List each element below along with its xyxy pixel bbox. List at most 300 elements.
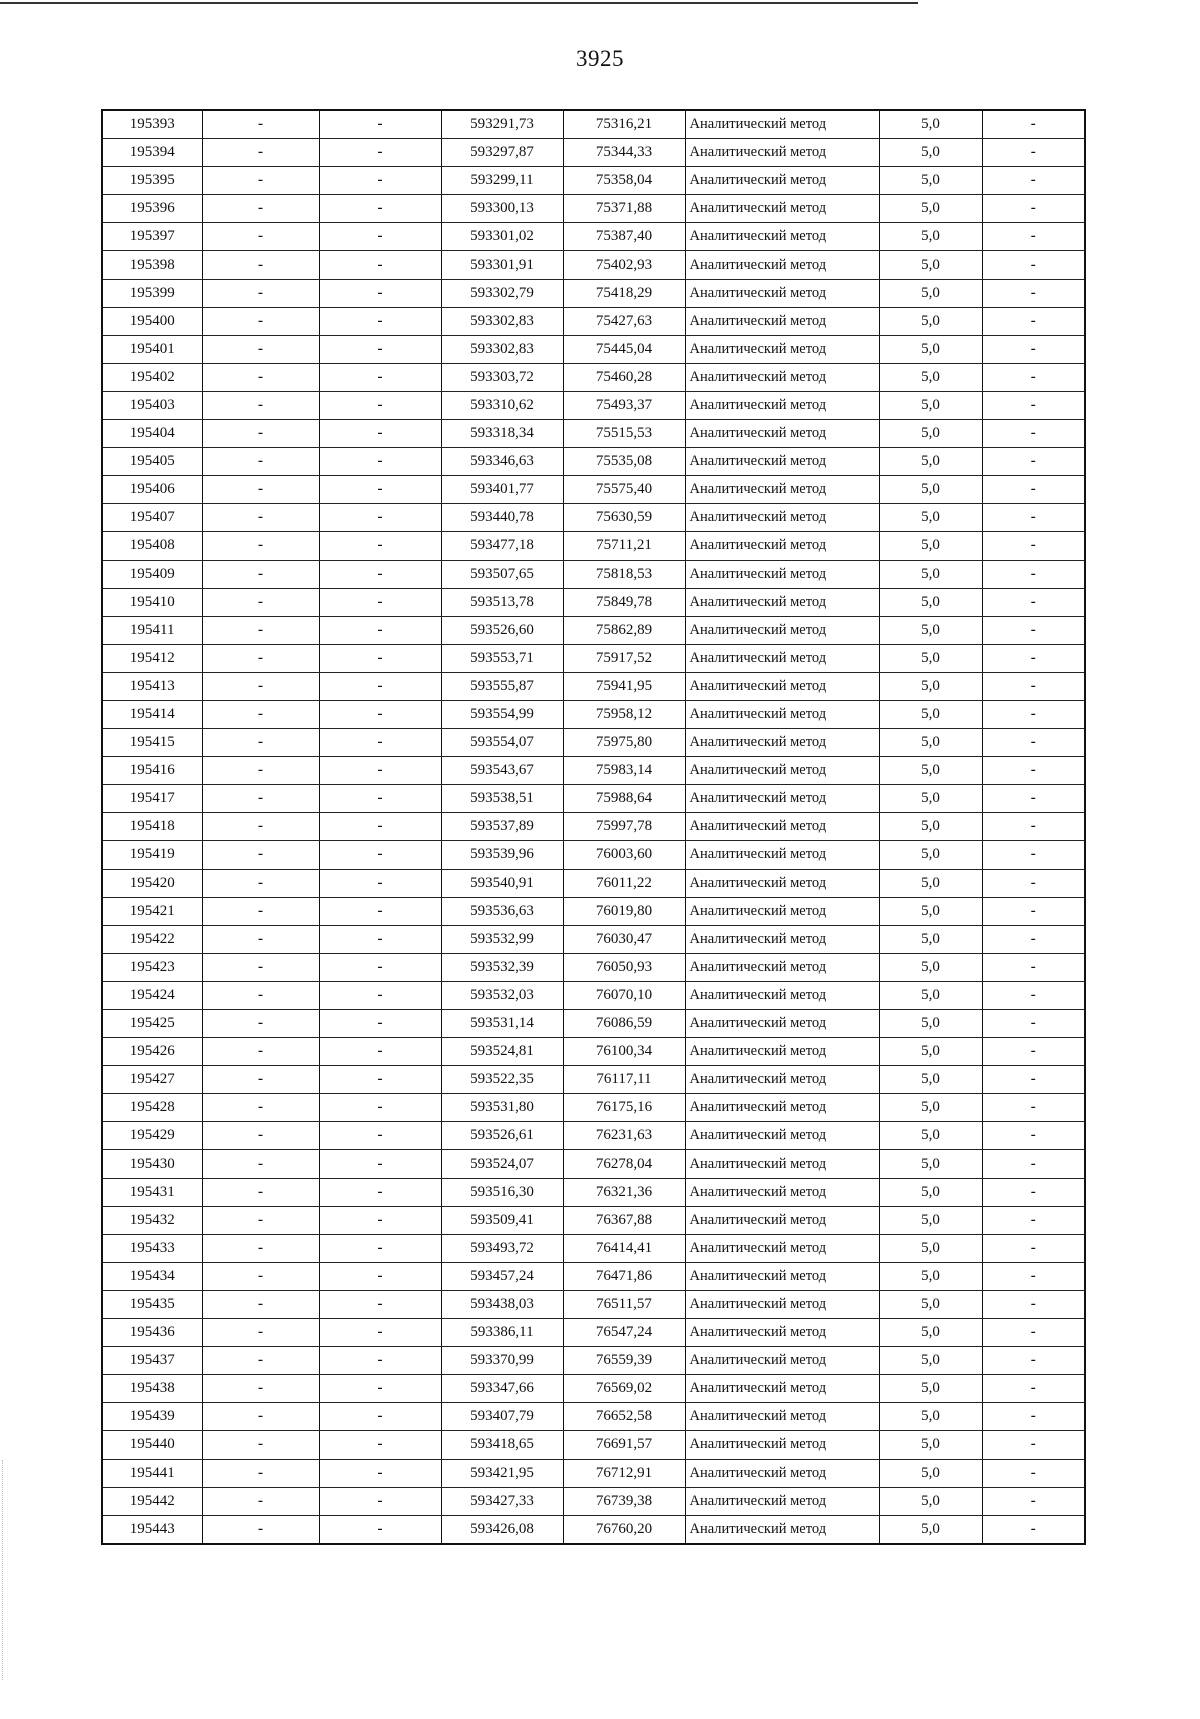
cell-dash: -: [319, 729, 441, 757]
cell-point-number: 195437: [102, 1347, 202, 1375]
cell-coordinate-x: 593457,24: [441, 1262, 563, 1290]
cell-coordinate-x: 593536,63: [441, 897, 563, 925]
cell-dash: -: [982, 1459, 1085, 1487]
cell-coordinate-y: 76760,20: [563, 1515, 685, 1544]
cell-coordinate-x: 593291,73: [441, 110, 563, 139]
cell-point-number: 195410: [102, 588, 202, 616]
cell-coordinate-y: 75418,29: [563, 279, 685, 307]
cell-dash: -: [202, 700, 319, 728]
cell-coordinate-y: 76321,36: [563, 1178, 685, 1206]
cell-accuracy: 5,0: [879, 672, 982, 700]
table-row: [102, 841, 1085, 869]
cell-method: Аналитический метод: [685, 1234, 879, 1262]
cell-coordinate-y: 75941,95: [563, 672, 685, 700]
cell-dash: -: [982, 981, 1085, 1009]
cell-coordinate-x: 593401,77: [441, 476, 563, 504]
cell-coordinate-x: 593418,65: [441, 1431, 563, 1459]
cell-dash: -: [982, 1375, 1085, 1403]
cell-point-number: 195404: [102, 420, 202, 448]
cell-point-number: 195438: [102, 1375, 202, 1403]
cell-dash: -: [982, 335, 1085, 363]
cell-point-number: 195401: [102, 335, 202, 363]
table-row: [102, 1262, 1085, 1290]
cell-accuracy: 5,0: [879, 1487, 982, 1515]
cell-dash: -: [202, 897, 319, 925]
cell-coordinate-y: 76019,80: [563, 897, 685, 925]
cell-coordinate-y: 75460,28: [563, 363, 685, 391]
cell-coordinate-y: 76278,04: [563, 1150, 685, 1178]
cell-accuracy: 5,0: [879, 841, 982, 869]
cell-coordinate-y: 75711,21: [563, 532, 685, 560]
cell-method: Аналитический метод: [685, 672, 879, 700]
cell-coordinate-x: 593386,11: [441, 1319, 563, 1347]
table-row: [102, 616, 1085, 644]
table-row: [102, 757, 1085, 785]
cell-coordinate-x: 593524,81: [441, 1038, 563, 1066]
cell-method: Аналитический метод: [685, 391, 879, 419]
table-row: [102, 1319, 1085, 1347]
cell-dash: -: [982, 223, 1085, 251]
cell-dash: -: [319, 588, 441, 616]
cell-dash: -: [202, 1234, 319, 1262]
cell-dash: -: [319, 1066, 441, 1094]
cell-method: Аналитический метод: [685, 700, 879, 728]
table-row: [102, 1094, 1085, 1122]
cell-dash: -: [982, 1347, 1085, 1375]
cell-dash: -: [202, 1347, 319, 1375]
cell-point-number: 195423: [102, 953, 202, 981]
cell-accuracy: 5,0: [879, 363, 982, 391]
cell-dash: -: [319, 335, 441, 363]
cell-dash: -: [202, 1094, 319, 1122]
cell-coordinate-x: 593299,11: [441, 167, 563, 195]
cell-dash: -: [319, 1459, 441, 1487]
cell-dash: -: [982, 448, 1085, 476]
cell-accuracy: 5,0: [879, 1290, 982, 1318]
cell-method: Аналитический метод: [685, 785, 879, 813]
cell-dash: -: [319, 869, 441, 897]
cell-dash: -: [982, 1038, 1085, 1066]
cell-point-number: 195395: [102, 167, 202, 195]
cell-accuracy: 5,0: [879, 279, 982, 307]
cell-coordinate-y: 76569,02: [563, 1375, 685, 1403]
cell-dash: -: [202, 1178, 319, 1206]
cell-coordinate-x: 593555,87: [441, 672, 563, 700]
table-row: [102, 1515, 1085, 1544]
cell-dash: -: [319, 139, 441, 167]
cell-dash: -: [319, 672, 441, 700]
cell-dash: -: [982, 953, 1085, 981]
cell-dash: -: [319, 363, 441, 391]
cell-coordinate-y: 75387,40: [563, 223, 685, 251]
cell-dash: -: [202, 476, 319, 504]
table-row: [102, 981, 1085, 1009]
cell-accuracy: 5,0: [879, 110, 982, 139]
cell-method: Аналитический метод: [685, 1010, 879, 1038]
cell-coordinate-y: 75575,40: [563, 476, 685, 504]
table-row: [102, 1290, 1085, 1318]
table-row: [102, 1234, 1085, 1262]
cell-coordinate-x: 593303,72: [441, 363, 563, 391]
cell-dash: -: [319, 616, 441, 644]
cell-coordinate-x: 593554,07: [441, 729, 563, 757]
cell-method: Аналитический метод: [685, 307, 879, 335]
cell-dash: -: [202, 644, 319, 672]
cell-coordinate-y: 75997,78: [563, 813, 685, 841]
cell-point-number: 195424: [102, 981, 202, 1009]
cell-method: Аналитический метод: [685, 1459, 879, 1487]
cell-dash: -: [982, 307, 1085, 335]
cell-method: Аналитический метод: [685, 953, 879, 981]
cell-dash: -: [202, 1375, 319, 1403]
cell-coordinate-x: 593426,08: [441, 1515, 563, 1544]
cell-point-number: 195405: [102, 448, 202, 476]
cell-point-number: 195411: [102, 616, 202, 644]
cell-coordinate-y: 76175,16: [563, 1094, 685, 1122]
cell-point-number: 195399: [102, 279, 202, 307]
cell-dash: -: [202, 813, 319, 841]
cell-dash: -: [319, 841, 441, 869]
cell-dash: -: [202, 363, 319, 391]
cell-coordinate-x: 593407,79: [441, 1403, 563, 1431]
cell-dash: -: [982, 504, 1085, 532]
cell-dash: -: [982, 476, 1085, 504]
table-row: [102, 504, 1085, 532]
cell-point-number: 195400: [102, 307, 202, 335]
cell-accuracy: 5,0: [879, 420, 982, 448]
cell-dash: -: [319, 1234, 441, 1262]
cell-dash: -: [319, 1178, 441, 1206]
cell-dash: -: [982, 110, 1085, 139]
cell-dash: -: [982, 672, 1085, 700]
table-row: [102, 223, 1085, 251]
cell-dash: -: [202, 307, 319, 335]
cell-dash: -: [982, 420, 1085, 448]
cell-dash: -: [982, 1319, 1085, 1347]
cell-dash: -: [982, 1403, 1085, 1431]
cell-coordinate-x: 593540,91: [441, 869, 563, 897]
cell-method: Аналитический метод: [685, 448, 879, 476]
cell-dash: -: [202, 279, 319, 307]
cell-dash: -: [319, 195, 441, 223]
table-row: [102, 167, 1085, 195]
cell-dash: -: [982, 1487, 1085, 1515]
cell-dash: -: [202, 729, 319, 757]
cell-dash: -: [202, 1010, 319, 1038]
cell-accuracy: 5,0: [879, 448, 982, 476]
cell-dash: -: [202, 1431, 319, 1459]
cell-accuracy: 5,0: [879, 139, 982, 167]
table-row: [102, 391, 1085, 419]
table-row: [102, 448, 1085, 476]
cell-dash: -: [982, 1150, 1085, 1178]
cell-accuracy: 5,0: [879, 251, 982, 279]
cell-dash: -: [319, 1122, 441, 1150]
cell-coordinate-x: 593538,51: [441, 785, 563, 813]
cell-method: Аналитический метод: [685, 897, 879, 925]
cell-accuracy: 5,0: [879, 1459, 982, 1487]
cell-dash: -: [202, 420, 319, 448]
cell-method: Аналитический метод: [685, 1262, 879, 1290]
cell-point-number: 195442: [102, 1487, 202, 1515]
table-row: [102, 1066, 1085, 1094]
table-row: [102, 1206, 1085, 1234]
cell-coordinate-x: 593507,65: [441, 560, 563, 588]
cell-dash: -: [319, 1290, 441, 1318]
cell-point-number: 195441: [102, 1459, 202, 1487]
table-row: [102, 953, 1085, 981]
cell-coordinate-x: 593526,61: [441, 1122, 563, 1150]
cell-dash: -: [982, 925, 1085, 953]
cell-point-number: 195430: [102, 1150, 202, 1178]
cell-accuracy: 5,0: [879, 700, 982, 728]
cell-dash: -: [319, 644, 441, 672]
cell-point-number: 195416: [102, 757, 202, 785]
cell-coordinate-y: 75515,53: [563, 420, 685, 448]
cell-coordinate-x: 593297,87: [441, 139, 563, 167]
cell-dash: -: [982, 139, 1085, 167]
table-row: [102, 1459, 1085, 1487]
cell-dash: -: [202, 139, 319, 167]
cell-coordinate-y: 75849,78: [563, 588, 685, 616]
cell-dash: -: [319, 757, 441, 785]
cell-accuracy: 5,0: [879, 195, 982, 223]
cell-coordinate-y: 76231,63: [563, 1122, 685, 1150]
cell-dash: -: [982, 700, 1085, 728]
cell-coordinate-y: 76691,57: [563, 1431, 685, 1459]
cell-dash: -: [319, 391, 441, 419]
cell-dash: -: [982, 1206, 1085, 1234]
cell-dash: -: [982, 1290, 1085, 1318]
table-row: [102, 1347, 1085, 1375]
cell-coordinate-y: 76559,39: [563, 1347, 685, 1375]
cell-accuracy: 5,0: [879, 532, 982, 560]
table-row: [102, 560, 1085, 588]
cell-dash: -: [982, 757, 1085, 785]
cell-method: Аналитический метод: [685, 1431, 879, 1459]
cell-dash: -: [202, 251, 319, 279]
cell-point-number: 195393: [102, 110, 202, 139]
cell-point-number: 195415: [102, 729, 202, 757]
cell-method: Аналитический метод: [685, 167, 879, 195]
table-row: [102, 195, 1085, 223]
cell-coordinate-x: 593440,78: [441, 504, 563, 532]
cell-point-number: 195408: [102, 532, 202, 560]
cell-point-number: 195419: [102, 841, 202, 869]
cell-method: Аналитический метод: [685, 1150, 879, 1178]
cell-point-number: 195406: [102, 476, 202, 504]
cell-method: Аналитический метод: [685, 1066, 879, 1094]
cell-point-number: 195434: [102, 1262, 202, 1290]
cell-dash: -: [319, 560, 441, 588]
cell-coordinate-y: 75983,14: [563, 757, 685, 785]
cell-coordinate-y: 75958,12: [563, 700, 685, 728]
cell-coordinate-x: 593531,80: [441, 1094, 563, 1122]
cell-dash: -: [982, 841, 1085, 869]
cell-dash: -: [982, 363, 1085, 391]
cell-coordinate-y: 76367,88: [563, 1206, 685, 1234]
cell-accuracy: 5,0: [879, 644, 982, 672]
cell-method: Аналитический метод: [685, 729, 879, 757]
cell-dash: -: [202, 1459, 319, 1487]
cell-coordinate-x: 593346,63: [441, 448, 563, 476]
cell-coordinate-y: 75402,93: [563, 251, 685, 279]
table-row: [102, 110, 1085, 139]
cell-dash: -: [319, 897, 441, 925]
cell-accuracy: 5,0: [879, 588, 982, 616]
cell-dash: -: [319, 1038, 441, 1066]
table-row: [102, 700, 1085, 728]
cell-point-number: 195413: [102, 672, 202, 700]
cell-point-number: 195427: [102, 1066, 202, 1094]
cell-accuracy: 5,0: [879, 1347, 982, 1375]
cell-accuracy: 5,0: [879, 869, 982, 897]
cell-dash: -: [319, 1319, 441, 1347]
cell-coordinate-x: 593302,83: [441, 307, 563, 335]
table-row: [102, 897, 1085, 925]
cell-coordinate-x: 593310,62: [441, 391, 563, 419]
cell-point-number: 195440: [102, 1431, 202, 1459]
table-row: [102, 1431, 1085, 1459]
table-row: [102, 1487, 1085, 1515]
cell-dash: -: [319, 700, 441, 728]
table-row: [102, 1122, 1085, 1150]
cell-method: Аналитический метод: [685, 195, 879, 223]
cell-point-number: 195428: [102, 1094, 202, 1122]
cell-dash: -: [982, 1431, 1085, 1459]
cell-accuracy: 5,0: [879, 953, 982, 981]
table-row: [102, 420, 1085, 448]
cell-dash: -: [319, 1206, 441, 1234]
cell-method: Аналитический метод: [685, 841, 879, 869]
cell-coordinate-y: 75917,52: [563, 644, 685, 672]
cell-coordinate-x: 593301,91: [441, 251, 563, 279]
cell-coordinate-y: 75316,21: [563, 110, 685, 139]
cell-dash: -: [982, 195, 1085, 223]
cell-dash: -: [202, 167, 319, 195]
table-row: [102, 729, 1085, 757]
cell-coordinate-x: 593477,18: [441, 532, 563, 560]
cell-coordinate-x: 593543,67: [441, 757, 563, 785]
cell-accuracy: 5,0: [879, 1234, 982, 1262]
cell-point-number: 195425: [102, 1010, 202, 1038]
cell-dash: -: [202, 588, 319, 616]
cell-method: Аналитический метод: [685, 335, 879, 363]
cell-method: Аналитический метод: [685, 1319, 879, 1347]
cell-accuracy: 5,0: [879, 391, 982, 419]
cell-method: Аналитический метод: [685, 1122, 879, 1150]
cell-coordinate-x: 593509,41: [441, 1206, 563, 1234]
table-row: [102, 251, 1085, 279]
cell-accuracy: 5,0: [879, 223, 982, 251]
cell-coordinate-y: 75427,63: [563, 307, 685, 335]
cell-method: Аналитический метод: [685, 363, 879, 391]
cell-accuracy: 5,0: [879, 1178, 982, 1206]
cell-coordinate-x: 593524,07: [441, 1150, 563, 1178]
cell-dash: -: [319, 476, 441, 504]
cell-coordinate-y: 76070,10: [563, 981, 685, 1009]
cell-method: Аналитический метод: [685, 869, 879, 897]
cell-dash: -: [982, 1178, 1085, 1206]
cell-coordinate-x: 593347,66: [441, 1375, 563, 1403]
table-row: [102, 813, 1085, 841]
table-row: [102, 672, 1085, 700]
cell-coordinate-y: 76712,91: [563, 1459, 685, 1487]
cell-dash: -: [982, 1066, 1085, 1094]
cell-accuracy: 5,0: [879, 560, 982, 588]
cell-coordinate-y: 76050,93: [563, 953, 685, 981]
cell-point-number: 195431: [102, 1178, 202, 1206]
cell-accuracy: 5,0: [879, 981, 982, 1009]
cell-dash: -: [319, 1487, 441, 1515]
cell-dash: -: [202, 981, 319, 1009]
cell-coordinate-x: 593522,35: [441, 1066, 563, 1094]
table-row: [102, 785, 1085, 813]
cell-accuracy: 5,0: [879, 1010, 982, 1038]
cell-dash: -: [319, 420, 441, 448]
cell-coordinate-x: 593532,99: [441, 925, 563, 953]
cell-dash: -: [202, 1206, 319, 1234]
cell-coordinate-y: 75630,59: [563, 504, 685, 532]
cell-accuracy: 5,0: [879, 476, 982, 504]
cell-dash: -: [319, 1150, 441, 1178]
cell-method: Аналитический метод: [685, 110, 879, 139]
cell-coordinate-y: 76739,38: [563, 1487, 685, 1515]
cell-method: Аналитический метод: [685, 1347, 879, 1375]
cell-accuracy: 5,0: [879, 785, 982, 813]
cell-dash: -: [982, 560, 1085, 588]
cell-dash: -: [202, 391, 319, 419]
table-row: [102, 1038, 1085, 1066]
cell-accuracy: 5,0: [879, 813, 982, 841]
cell-coordinate-y: 75493,37: [563, 391, 685, 419]
cell-method: Аналитический метод: [685, 139, 879, 167]
cell-dash: -: [982, 588, 1085, 616]
table-row: [102, 363, 1085, 391]
cell-point-number: 195420: [102, 869, 202, 897]
cell-method: Аналитический метод: [685, 560, 879, 588]
cell-point-number: 195422: [102, 925, 202, 953]
cell-coordinate-y: 75358,04: [563, 167, 685, 195]
cell-coordinate-y: 76547,24: [563, 1319, 685, 1347]
cell-coordinate-y: 76100,34: [563, 1038, 685, 1066]
cell-dash: -: [202, 1066, 319, 1094]
table-row: [102, 1150, 1085, 1178]
cell-method: Аналитический метод: [685, 1206, 879, 1234]
cell-coordinate-y: 76086,59: [563, 1010, 685, 1038]
cell-dash: -: [202, 672, 319, 700]
table-row: [102, 335, 1085, 363]
cell-point-number: 195394: [102, 139, 202, 167]
cell-point-number: 195407: [102, 504, 202, 532]
cell-dash: -: [202, 785, 319, 813]
cell-dash: -: [982, 532, 1085, 560]
coordinates-table: [101, 109, 1086, 1545]
cell-dash: -: [319, 1347, 441, 1375]
cell-dash: -: [202, 869, 319, 897]
cell-coordinate-x: 593531,14: [441, 1010, 563, 1038]
cell-coordinate-x: 593318,34: [441, 420, 563, 448]
table-row: [102, 476, 1085, 504]
cell-dash: -: [319, 1010, 441, 1038]
cell-dash: -: [319, 307, 441, 335]
cell-dash: -: [1030, 1520, 1036, 1537]
cell-method: Аналитический метод: [685, 1178, 879, 1206]
cell-accuracy: 5,0: [879, 1094, 982, 1122]
cell-coordinate-x: 593537,89: [441, 813, 563, 841]
cell-dash: -: [202, 223, 319, 251]
cell-point-number: 195398: [102, 251, 202, 279]
